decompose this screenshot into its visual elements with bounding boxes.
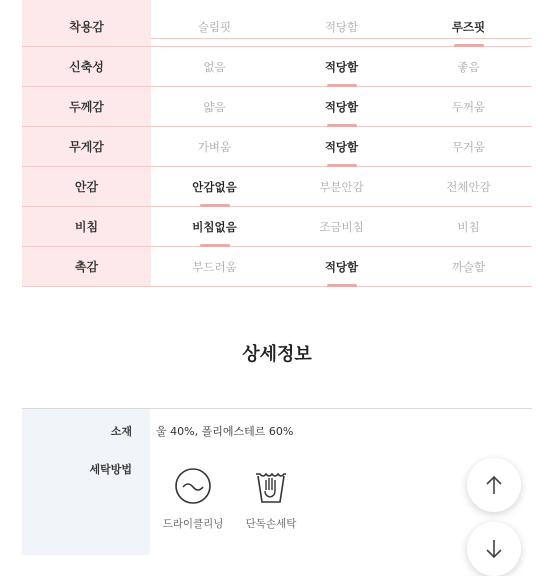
wash-method-dry-clean [153, 466, 233, 531]
material-label: 소재 [110, 425, 132, 438]
fit-option: 부분안감 [319, 179, 364, 194]
fit-option: 까슬함 [451, 259, 486, 274]
hand-wash-icon [251, 466, 291, 506]
arrow-down-icon [483, 538, 505, 560]
fit-option: 없음 [203, 59, 226, 74]
dry-clean-icon [173, 466, 213, 506]
fit-option: 전체안감 [446, 179, 491, 194]
fit-option-selected: 적당함 [278, 247, 405, 286]
scroll-down-button[interactable] [467, 522, 521, 576]
fit-option: 적당함 [324, 19, 359, 34]
wash-method-label: 단독손세탁 [245, 518, 297, 530]
fit-option-selected: 비침없음 [151, 207, 278, 246]
washing-label: 세탁방법 [89, 463, 132, 476]
fit-option-selected: 적당함 [278, 127, 405, 166]
fit-option: 무거움 [451, 139, 486, 154]
fit-row [22, 127, 532, 167]
arrow-up-icon [483, 474, 505, 496]
fit-row-label: 무게감 [22, 127, 151, 166]
fit-row [22, 167, 532, 207]
fit-row-label: 촉감 [22, 247, 151, 286]
fit-option: 비침 [457, 219, 480, 234]
fit-option-selected: 적당함 [278, 87, 405, 126]
fit-option: 얇음 [203, 99, 226, 114]
fit-option: 좋음 [457, 59, 480, 74]
fit-option: 부드러움 [192, 259, 237, 274]
wash-method-label: 드라이클리닝 [162, 518, 224, 530]
fit-table [22, 0, 532, 287]
fit-row-label: 두께감 [22, 87, 151, 126]
fit-row [22, 247, 532, 287]
fit-row [22, 7, 532, 47]
scroll-top-button[interactable] [467, 458, 521, 512]
fit-option-selected: 안감없음 [151, 167, 278, 206]
fit-row-label: 안감 [22, 167, 151, 206]
material-value: 울 40%, 폴리에스테르 60% [156, 425, 294, 438]
detail-section-title: 상세정보 [242, 344, 312, 365]
fit-option-selected: 적당함 [278, 47, 405, 86]
fit-row-label: 비침 [22, 207, 151, 246]
fit-option: 조금비침 [319, 219, 364, 234]
fit-row-label: 착용감 [22, 7, 151, 46]
fit-option: 가벼움 [197, 139, 232, 154]
fit-option: 슬림핏 [197, 19, 232, 34]
fit-row-label: 신축성 [22, 47, 151, 86]
fit-row [22, 87, 532, 127]
fit-option: 두꺼움 [451, 99, 486, 114]
wash-method-hand-wash [231, 466, 311, 531]
fit-option-selected: 루즈핏 [405, 7, 532, 46]
fit-row [22, 207, 532, 247]
fit-row [22, 47, 532, 87]
